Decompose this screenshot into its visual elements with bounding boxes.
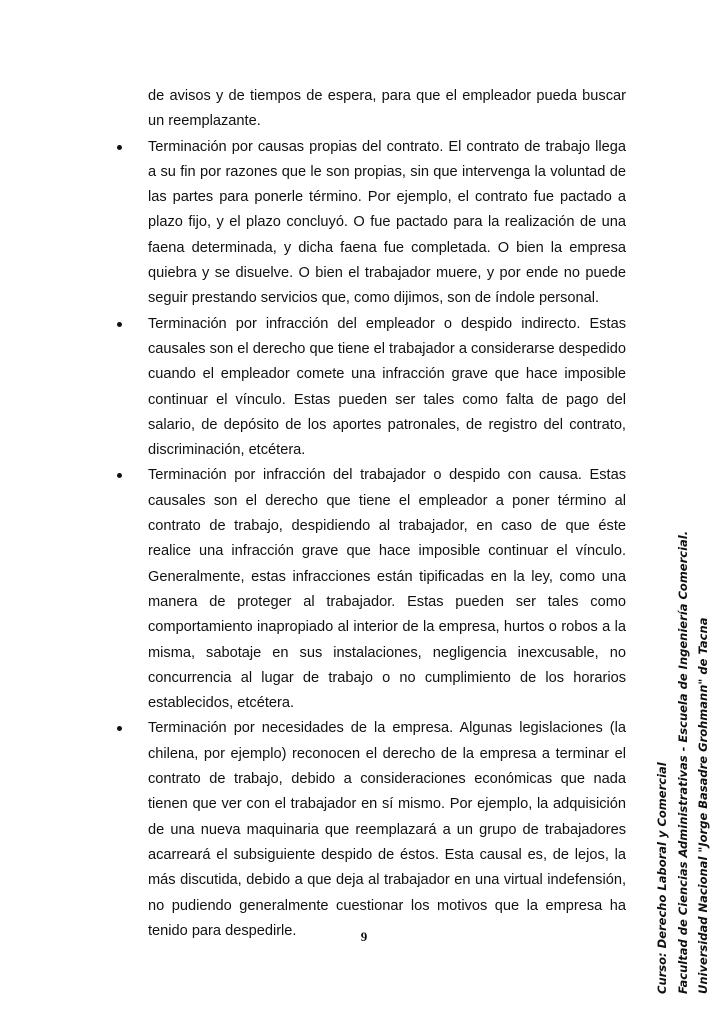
bullet-item-infraccion-empleador: [148, 312, 626, 464]
bullet-icon: [117, 473, 122, 478]
bullet-item-causas-propias: [148, 135, 626, 312]
page-number: 9: [360, 929, 368, 944]
body-text: [148, 84, 626, 944]
bullet-icon: [117, 145, 122, 150]
bullet-text: Terminación por causas propias del contrato. El contrato de trabajo llega a su fin por razones que le son propias, sin que intervenga la voluntad de las partes para ponerle término. Por ejemplo, el contrato fue pactado a plazo fijo, y el plazo concluyó. O fue pactado para la realización de una faena determinada, y dicha faena fue completada. O bien la empresa quiebra y se disuelve. O bien el trabajador muere, y por ende no puede seguir prestando servicios que, como dijimos, son de índole personal.: [148, 138, 626, 307]
sidebar-footer: Curso: Derecho Laboral y Comercial Facultad de Ciencias Administrativas - Escuela de Ingeniería Comercial. Universidad Nacional "Jorge Basadre Grohmann" de Tacna: [655, 530, 710, 994]
paragraph-continuation: [148, 84, 626, 135]
bullet-text: Terminación por infracción del empleador o despido indirecto. Estas causales son el derecho que tiene el trabajador a considerarse despedido cuando el empleador comete una infracción grave que hace imposible continuar el vínculo. Estas pueden ser tales como falta de pago del salario, de depósito de los aportes patronales, de registro del contrato, discriminación, etcétera.: [148, 315, 626, 459]
bullet-icon: [117, 322, 122, 327]
bullet-icon: [117, 726, 122, 731]
bullet-item-infraccion-trabajador: [148, 463, 626, 716]
bullet-text: Terminación por necesidades de la empresa. Algunas legislaciones (la chilena, por ejemplo) reconocen el derecho de la empresa a terminar el contrato de trabajo, debido a consideraciones económicas que nada tienen que ver con el trabajador en sí mismo. Por ejemplo, la adquisición de una nueva maquinaria que reemplazará a un grupo de trabajadores acarreará el subsiguiente despido de éstos. Esta causal es, de lejos, la más discutida, debido a que deja al trabajador en una virtual indefensión, no pudiendo generalmente cuestionar los motivos que la empresa ha tenido para despedirle.: [148, 720, 626, 939]
paragraph-text: de avisos y de tiempos de espera, para que el empleador pueda buscar un reemplazante.: [148, 88, 626, 130]
bullet-text: Terminación por infracción del trabajador o despido con causa. Estas causales son el derecho que tiene el empleador a poner término al contrato de trabajo, despidiendo al trabajador, en caso de que éste realice una infracción grave que hace imposible continuar el vínculo. Generalmente, estas infracciones están tipificadas en la ley, como una manera de proteger al trabajador. Estas pueden ser tales como comportamiento inapropiado al interior de la empresa, hurtos o robos a la misma, sabotaje en sus instalaciones, negligencia inexcusable, no concurrencia al lugar de trabajo o no cumplimiento de los horarios establecidos, etcétera.: [148, 467, 626, 712]
bullet-item-necesidades-empresa: [148, 716, 626, 944]
